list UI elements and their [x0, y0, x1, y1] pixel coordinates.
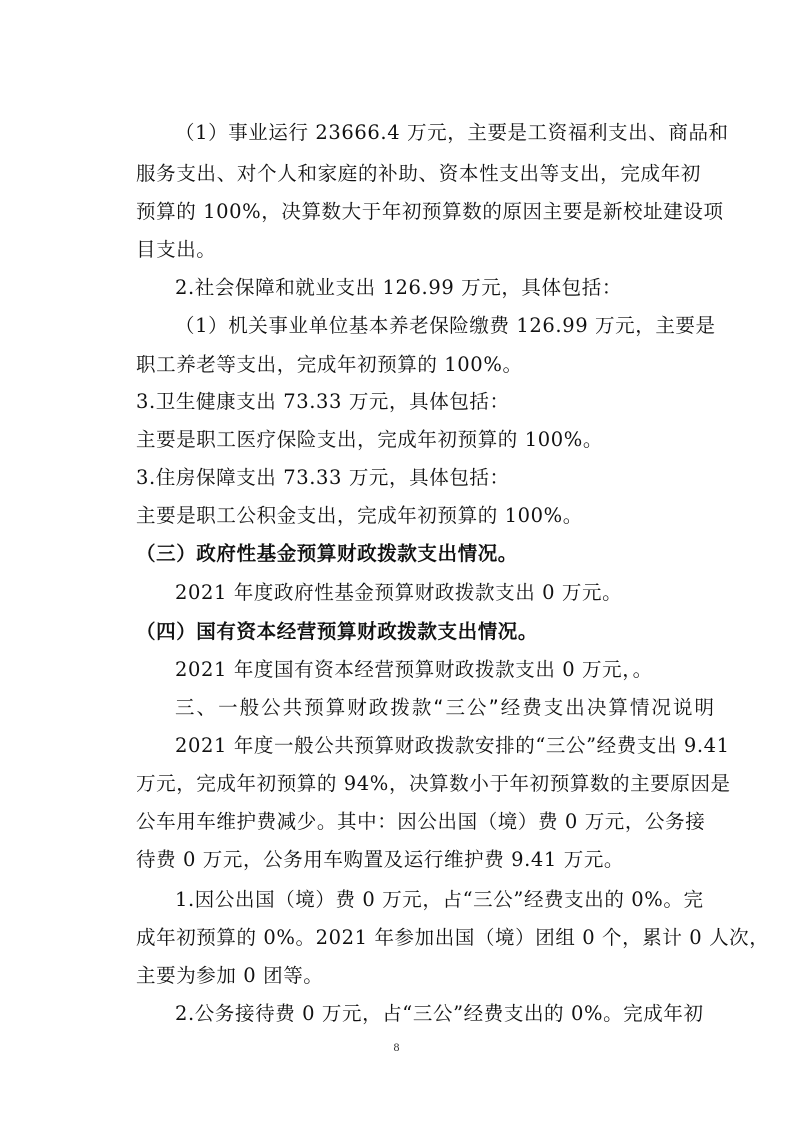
paragraph-line: 服务支出、对个人和家庭的补助、资本性支出等支出，完成年初 — [136, 162, 701, 185]
section-heading: （三）政府性基金预算财政拨款支出情况。 — [136, 542, 518, 565]
paragraph-line: 主要是职工公积金支出，完成年初预算的 100%。 — [136, 504, 583, 527]
paragraph-line: 3.住房保障支出 73.33 万元，具体包括： — [136, 466, 510, 489]
paragraph-line: 目支出。 — [136, 238, 217, 261]
paragraph-line: 公车用车维护费减少。其中：因公出国（境）费 0 万元，公务接 — [136, 810, 706, 833]
section-heading: （四）国有资本经营预算财政拨款支出情况。 — [136, 620, 539, 643]
paragraph-line: 1.因公出国（境）费 0 万元，占“三公”经费支出的 0%。完 — [175, 888, 704, 911]
paragraph-line: 2021 年度政府性基金预算财政拨款支出 0 万元。 — [175, 581, 623, 604]
paragraph-line: （1）事业运行 23666.4 万元，主要是工资福利支出、商品和 — [175, 121, 729, 144]
paragraph-line: 职工养老等支出，完成年初预算的 100%。 — [136, 353, 523, 376]
paragraph-line: 主要是职工医疗保险支出，完成年初预算的 100%。 — [136, 428, 603, 451]
chapter-heading: 三、一般公共预算财政拨款“三公”经费支出决算情况说明 — [175, 696, 715, 719]
paragraph-line: 3.卫生健康支出 73.33 万元，具体包括： — [136, 390, 510, 413]
paragraph-line: 待费 0 万元，公务用车购置及运行维护费 9.41 万元。 — [136, 848, 625, 871]
paragraph-line: 成年初预算的 0%。2021 年参加出国（境）团组 0 个，累计 0 人次， — [136, 926, 770, 949]
paragraph-line: 2.公务接待费 0 万元，占“三公”经费支出的 0%。完成年初 — [175, 1002, 704, 1025]
paragraph-line: （1）机关事业单位基本养老保险缴费 126.99 万元，主要是 — [175, 314, 716, 337]
page-number: 8 — [393, 1040, 400, 1054]
paragraph-line: 2021 年度国有资本经营预算财政拨款支出 0 万元，。 — [175, 658, 653, 681]
paragraph-line: 万元，完成年初预算的 94%，决算数小于年初预算数的主要原因是 — [136, 772, 731, 795]
paragraph-line: 2.社会保障和就业支出 126.99 万元，具体包括： — [175, 276, 622, 299]
paragraph-line: 2021 年度一般公共预算财政拨款安排的“三公”经费支出 9.41 — [175, 734, 730, 757]
paragraph-line: 主要为参加 0 团等。 — [136, 964, 324, 987]
paragraph-line: 预算的 100%，决算数大于年初预算数的原因主要是新校址建设项 — [136, 200, 724, 223]
